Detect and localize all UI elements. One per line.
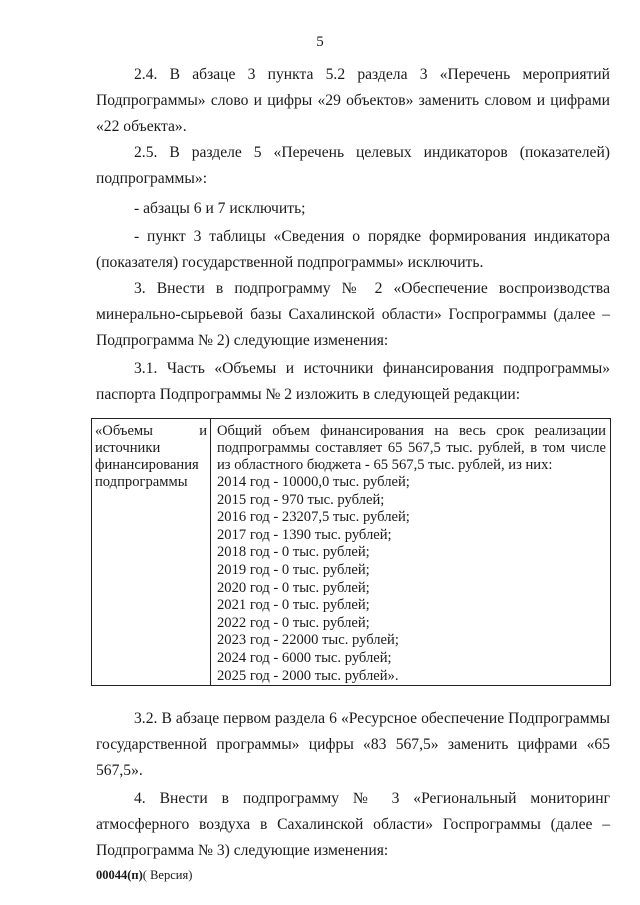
label-word-sources: источники xyxy=(95,440,161,456)
label-word-financing: финансирования xyxy=(95,457,199,473)
year-item: 2019 год - 0 тыс. рублей; xyxy=(217,561,370,578)
paragraph-3-1: 3.1. Часть «Объемы и источники финансирования подпрограммы» паспорта Подпрограммы № 2 изложить в следующей редакции: xyxy=(96,360,610,403)
document-code: 00044(п) xyxy=(96,868,143,882)
document-footer xyxy=(96,868,192,883)
paragraph-2-4: 2.4. В абзаце 3 пункта 5.2 раздела 3 «Перечень мероприятий Подпрограммы» слово и цифры «29 объектов» заменить словом и цифрами «22 объекта». xyxy=(96,66,610,135)
year-item: 2020 год - 0 тыс. рублей; xyxy=(217,579,370,596)
financing-table xyxy=(91,418,611,686)
label-word-volumes: «Объемы xyxy=(95,423,153,439)
year-item: 2024 год - 6000 тыс. рублей; xyxy=(217,649,392,666)
label-first-line xyxy=(95,423,207,440)
label-word-subprogram: подпрограммы xyxy=(95,474,188,490)
page-number: 5 xyxy=(316,34,324,50)
year-item: 2023 год - 22000 тыс. рублей; xyxy=(217,632,399,649)
year-item: 2016 год - 23207,5 тыс. рублей; xyxy=(217,509,410,526)
paragraph-dash-1: - абзацы 6 и 7 исключить; xyxy=(134,200,306,217)
year-item: 2022 год - 0 тыс. рублей; xyxy=(217,614,370,631)
year-item: 2018 год - 0 тыс. рублей; xyxy=(217,544,370,561)
year-item: 2021 год - 0 тыс. рублей; xyxy=(217,597,370,614)
table-cell-label xyxy=(92,419,211,685)
label-word-and: и xyxy=(199,423,207,439)
financing-summary: Общий объем финансирования на весь срок реализации подпрограммы составляет 65 567,5 тыс. рублей, в том числе из областного бюджета - 65 567,5 тыс. рублей, из них: xyxy=(217,423,606,473)
year-item: 2025 год - 2000 тыс. рублей». xyxy=(217,667,399,684)
year-list xyxy=(217,474,606,685)
table-cell-content xyxy=(211,419,610,685)
year-item: 2015 год - 970 тыс. рублей; xyxy=(217,491,385,508)
paragraph-3-2: 3.2. В абзаце первом раздела 6 «Ресурсное обеспечение Подпрограммы государственной программы» цифры «83 567,5» заменить цифрами «65 567,5». xyxy=(96,710,610,779)
year-item: 2014 год - 10000,0 тыс. рублей; xyxy=(217,474,410,490)
paragraph-dash-2: - пункт 3 таблицы «Сведения о порядке формирования индикатора (показателя) государственной подпрограммы» исключить. xyxy=(96,228,610,271)
year-item: 2017 год - 1390 тыс. рублей; xyxy=(217,526,392,543)
paragraph-3: 3. Внести в подпрограмму № 2 «Обеспечение воспроизводства минерально-сырьевой базы Сахалинской области» Госпрограммы (далее – Подпрограмма № 2) следующие изменения: xyxy=(96,280,610,349)
paragraph-2-5: 2.5. В разделе 5 «Перечень целевых индикаторов (показателей) подпрограммы»: xyxy=(96,144,610,187)
document-version: ( Версия) xyxy=(142,868,193,882)
paragraph-4: 4. Внести в подпрограмму № 3 «Региональный мониторинг атмосферного воздуха в Сахалинской области» Госпрограммы (далее – Подпрограмма № 3) следующие изменения: xyxy=(96,790,610,859)
